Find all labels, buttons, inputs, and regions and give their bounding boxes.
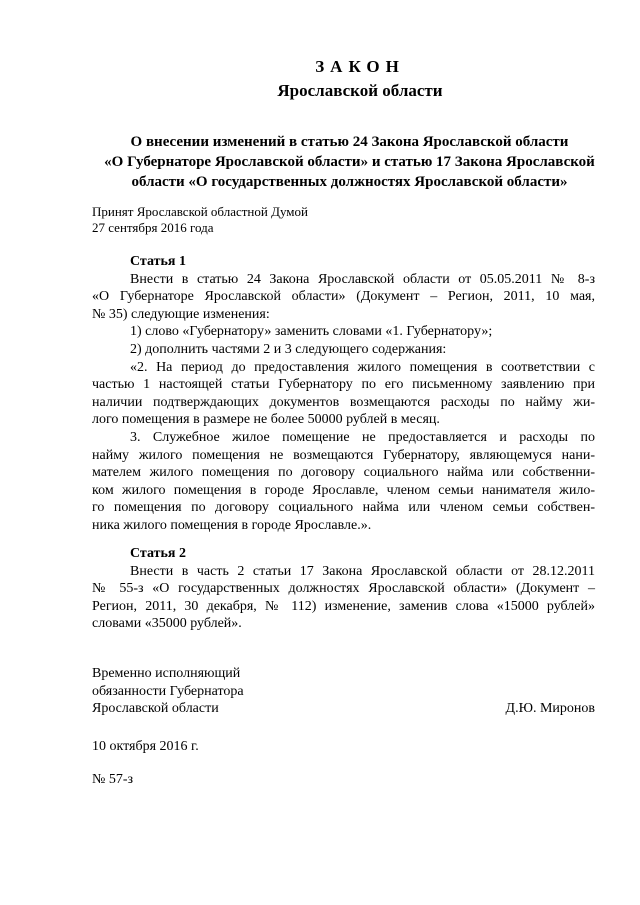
text-line: найму жилого помещения не возмещаются Губернатору, являющемуся нани- — [92, 447, 595, 463]
article-1-intro — [92, 271, 595, 324]
law-title-line: области «О государственных должностях Ярославской области» — [131, 174, 568, 190]
text-line: 1) слово «Губернатору» заменить словами «1. Губернатору»; — [130, 324, 493, 340]
article-1-item-1 — [92, 323, 595, 341]
law-heading: ЗАКОН — [315, 57, 405, 76]
text-line: Внести в статью 24 Закона Ярославской области от 05.05.2011 № 8-з — [130, 271, 595, 287]
text-line: го помещения по договору социального найма или членом семьи собствен- — [92, 500, 595, 516]
law-title-line: О внесении изменений в статью 24 Закона Ярославской области — [130, 134, 569, 150]
text-line: словами «35000 рублей». — [92, 616, 242, 632]
law-title-line: «О Губернаторе Ярославской области» и статью 17 Закона Ярославской — [104, 154, 595, 170]
signing-date: 10 октября 2016 г. — [92, 739, 199, 754]
text-line: «О Губернаторе Ярославской области» (Документ – Регион, 2011, 10 мая, — [92, 289, 595, 305]
article-1-part-3 — [92, 429, 595, 535]
adoption-body: Принят Ярославской областной Думой — [92, 204, 308, 219]
text-line: частью 1 настоящей статьи Губернатору по его письменному заявлению при — [92, 377, 595, 393]
text-line: 3. Служебное жилое помещение не предоставляется и расходы по — [130, 429, 595, 445]
text-line: ника жилого помещения в городе Ярославле.». — [92, 517, 372, 533]
article-1-part-2 — [92, 359, 595, 429]
signatory-name: Д.Ю. Миронов — [505, 701, 595, 716]
region-heading: Ярославской области — [277, 81, 443, 100]
signatory-title-line: Ярославской области — [92, 701, 219, 717]
article-1-heading: Статья 1 — [130, 254, 186, 269]
text-line: мателем жилого помещения по договору социального найма или собственни- — [92, 465, 595, 481]
text-line: Внести в часть 2 статьи 17 Закона Ярославской области от 28.12.2011 — [130, 563, 595, 579]
adoption-date: 27 сентября 2016 года — [92, 220, 214, 235]
article-2-heading: Статья 2 — [130, 546, 186, 561]
law-title — [92, 132, 607, 192]
article-2 — [92, 545, 595, 633]
adoption-note — [92, 204, 308, 236]
text-line: «2. На период до предоставления жилого помещения в соответствии с — [130, 359, 595, 375]
text-line: наличии подтверждающих документов возмещаются расходы по найму жи- — [92, 394, 595, 410]
text-line: ком жилого помещения в городе Ярославле, членом семьи нанимателя жило- — [92, 482, 595, 498]
article-2-text — [92, 563, 595, 633]
text-line: 2) дополнить частями 2 и 3 следующего содержания: — [130, 341, 447, 357]
law-number: № 57-з — [92, 772, 134, 787]
text-line: № 55-з «О государственных должностях Ярославской области» (Документ – — [92, 581, 595, 597]
signatory-title-line: Временно исполняющий — [92, 666, 241, 681]
signatory-title-line: обязанности Губернатора — [92, 683, 244, 699]
article-1-item-2 — [92, 341, 595, 359]
signature-block — [92, 665, 595, 718]
text-line: Регион, 2011, 30 декабря, № 112) изменение, заменив слова «15000 рублей» — [92, 598, 595, 614]
text-line: лого помещения в размере не более 50000 рублей в месяц. — [92, 412, 440, 428]
article-1 — [92, 253, 595, 535]
text-line: № 35) следующие изменения: — [92, 306, 270, 322]
